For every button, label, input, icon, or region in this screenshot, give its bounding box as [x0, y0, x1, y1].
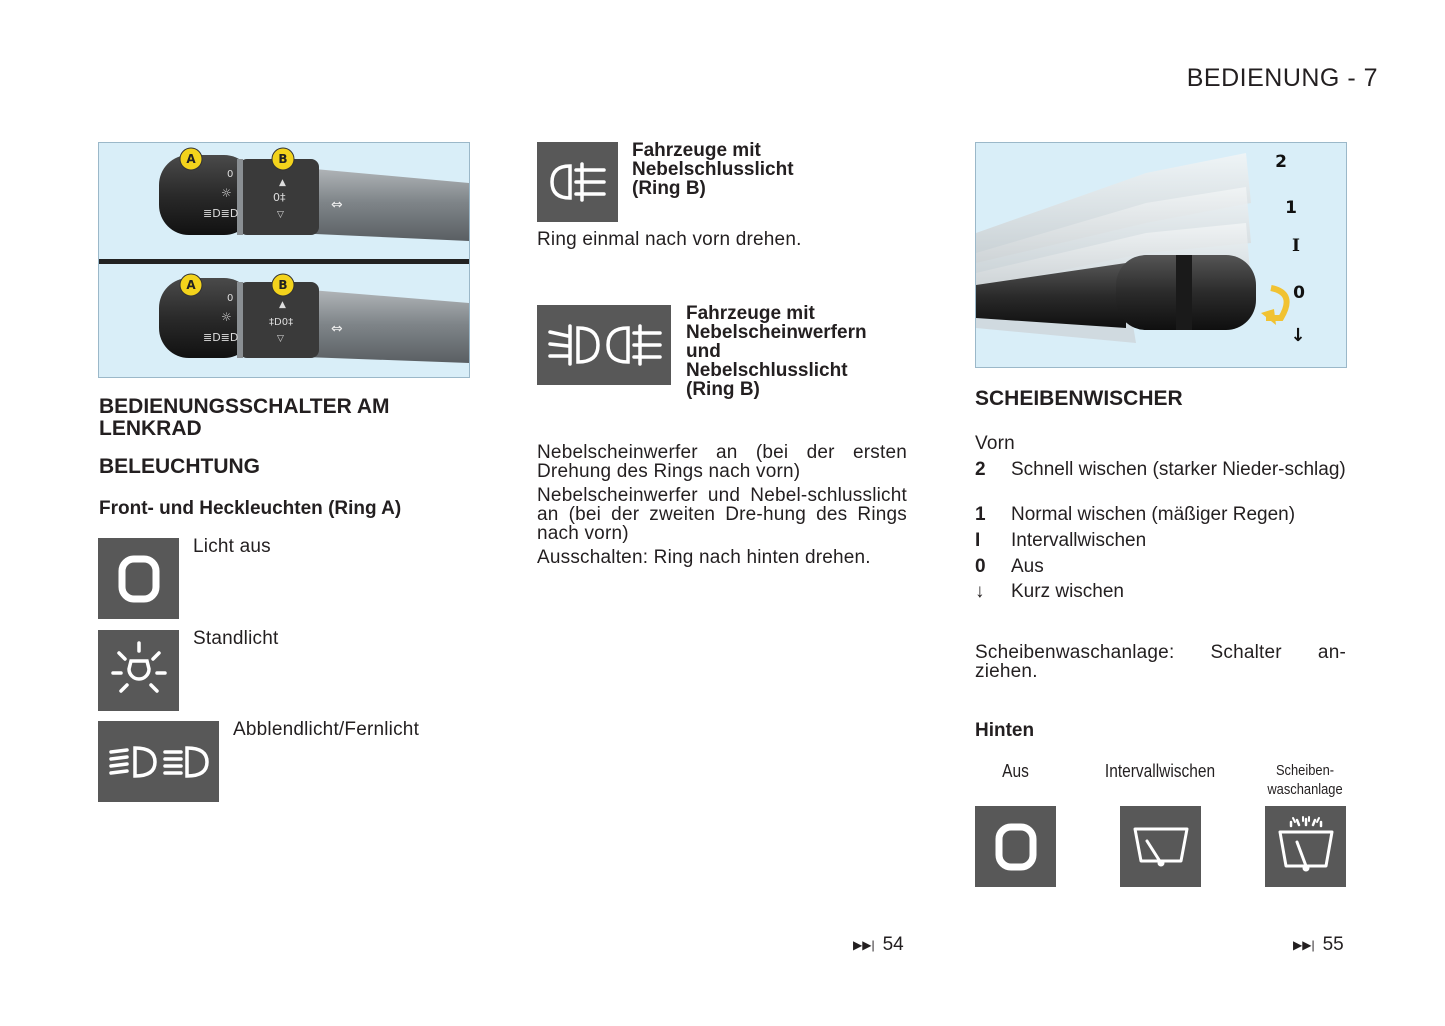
title-line: Nebelscheinwerfern: [686, 322, 867, 343]
item-text: Aus: [1011, 556, 1044, 577]
paragraph: Nebelscheinwerfer an (bei der ersten Drehung des Rings nach vorn): [537, 442, 907, 482]
icon-caption: Intervallwischen: [1104, 761, 1216, 781]
rear-washer-icon: [1265, 806, 1346, 887]
rear-wiper-off-icon: [975, 806, 1056, 887]
title-line: Fahrzeuge mit: [632, 140, 761, 161]
title-line: Fahrzeuge mit: [686, 303, 815, 324]
dipped-main-beam-icon: [98, 721, 219, 802]
title-line: und: [686, 341, 721, 362]
light-switch-figure: [98, 142, 470, 378]
block-text: Ring einmal nach vorn drehen.: [537, 229, 802, 250]
svg-text:▲: ▲: [279, 300, 286, 310]
list-item-label: Standlicht: [193, 628, 279, 649]
icon-caption: Aus: [1002, 761, 1029, 781]
svg-text:▲: ▲: [279, 178, 286, 188]
svg-text:0: 0: [227, 293, 234, 304]
svg-text:≣D≣D: ≣D≣D: [203, 207, 239, 220]
svg-text:0‡: 0‡: [273, 191, 286, 204]
title-line: (Ring B): [632, 178, 706, 199]
ring-a-heading: Front- und Heckleuchten (Ring A): [99, 498, 402, 519]
next-page-icon: ▶▶|: [1293, 938, 1315, 952]
item-text: Kurz wischen: [1011, 581, 1124, 602]
item-text: Intervallwischen: [1011, 530, 1147, 551]
page-number: 55: [1322, 934, 1344, 955]
page-link[interactable]: [853, 934, 904, 956]
paragraph: Nebelscheinwerfer und Nebel-schlusslicht an (bei der zweiten Dre-hung des Rings nach vorn): [537, 485, 907, 544]
interval-label: I: [1292, 236, 1300, 256]
title-line: Nebelschlusslicht: [686, 360, 848, 381]
list-item-label: Licht aus: [193, 536, 271, 557]
page-link[interactable]: [1293, 934, 1344, 956]
item-key: 2: [975, 459, 986, 480]
list-item: [975, 557, 1347, 577]
paragraph: Ausschalten: Ring nach hinten drehen.: [537, 547, 871, 568]
ring-b-label: B: [278, 152, 288, 166]
front-label: Vorn: [975, 433, 1015, 454]
washer-text: Scheibenwaschanlage: Schalter an-ziehen.: [975, 642, 1346, 682]
subsection-heading: BELEUCHTUNG: [99, 455, 260, 478]
svg-text:⇔: ⇔: [331, 197, 343, 213]
ring-a-label: A: [186, 278, 196, 292]
svg-text:▽: ▽: [277, 334, 284, 344]
title-line: (Ring B): [686, 379, 760, 400]
wiper-switch-figure: [975, 142, 1347, 368]
page-title: BEDIENUNG - 7: [1186, 64, 1378, 92]
list-item-label: Abblendlicht/Fernlicht: [233, 719, 420, 740]
item-key: 0: [975, 556, 986, 577]
list-item: [975, 505, 1347, 525]
svg-text:0: 0: [227, 169, 234, 180]
svg-text:☼: ☼: [221, 310, 232, 324]
item-key: ↓: [975, 581, 985, 602]
item-key: I: [975, 530, 981, 551]
rear-wiper-interval-icon: [1120, 806, 1201, 887]
icon-caption: Scheiben-waschanlage: [1267, 762, 1343, 798]
title-line: Nebelschlusslicht: [632, 159, 794, 180]
wiper-switch-illustration: [976, 143, 1346, 367]
speed-2-label: 2: [1275, 152, 1287, 172]
rear-fog-light-icon: [537, 142, 618, 222]
item-text: Schnell wischen (starker Nieder-schlag): [1011, 459, 1346, 480]
block-title: [632, 141, 794, 198]
list-item: [975, 460, 1347, 500]
rear-heading: Hinten: [975, 720, 1035, 741]
page-number: 54: [882, 934, 904, 955]
section-heading: BEDIENUNGSSCHALTER AM LENKRAD: [99, 395, 390, 440]
speed-1-label: 1: [1285, 198, 1297, 218]
ring-a-label: A: [186, 152, 196, 166]
single-wipe-label: ↓: [1290, 325, 1306, 346]
svg-text:≣D≣D: ≣D≣D: [203, 331, 239, 344]
off-label: 0: [1293, 283, 1305, 303]
parking-light-icon: [98, 630, 179, 711]
next-page-icon: ▶▶|: [853, 938, 875, 952]
svg-text:‡D0‡: ‡D0‡: [269, 317, 294, 328]
light-switch-illustration: [99, 143, 469, 377]
ring-b-label: B: [278, 278, 288, 292]
svg-text:⇔: ⇔: [331, 321, 343, 337]
list-item: [975, 582, 1347, 602]
svg-text:☼: ☼: [221, 186, 232, 200]
block-title: [686, 304, 867, 399]
list-item: [975, 531, 1347, 551]
svg-text:▽: ▽: [277, 210, 284, 220]
item-text: Normal wischen (mäßiger Regen): [1011, 504, 1296, 525]
front-and-rear-fog-light-icon: [537, 305, 671, 385]
item-key: 1: [975, 504, 986, 525]
section-heading: SCHEIBENWISCHER: [975, 387, 1183, 410]
light-off-icon: [98, 538, 179, 619]
